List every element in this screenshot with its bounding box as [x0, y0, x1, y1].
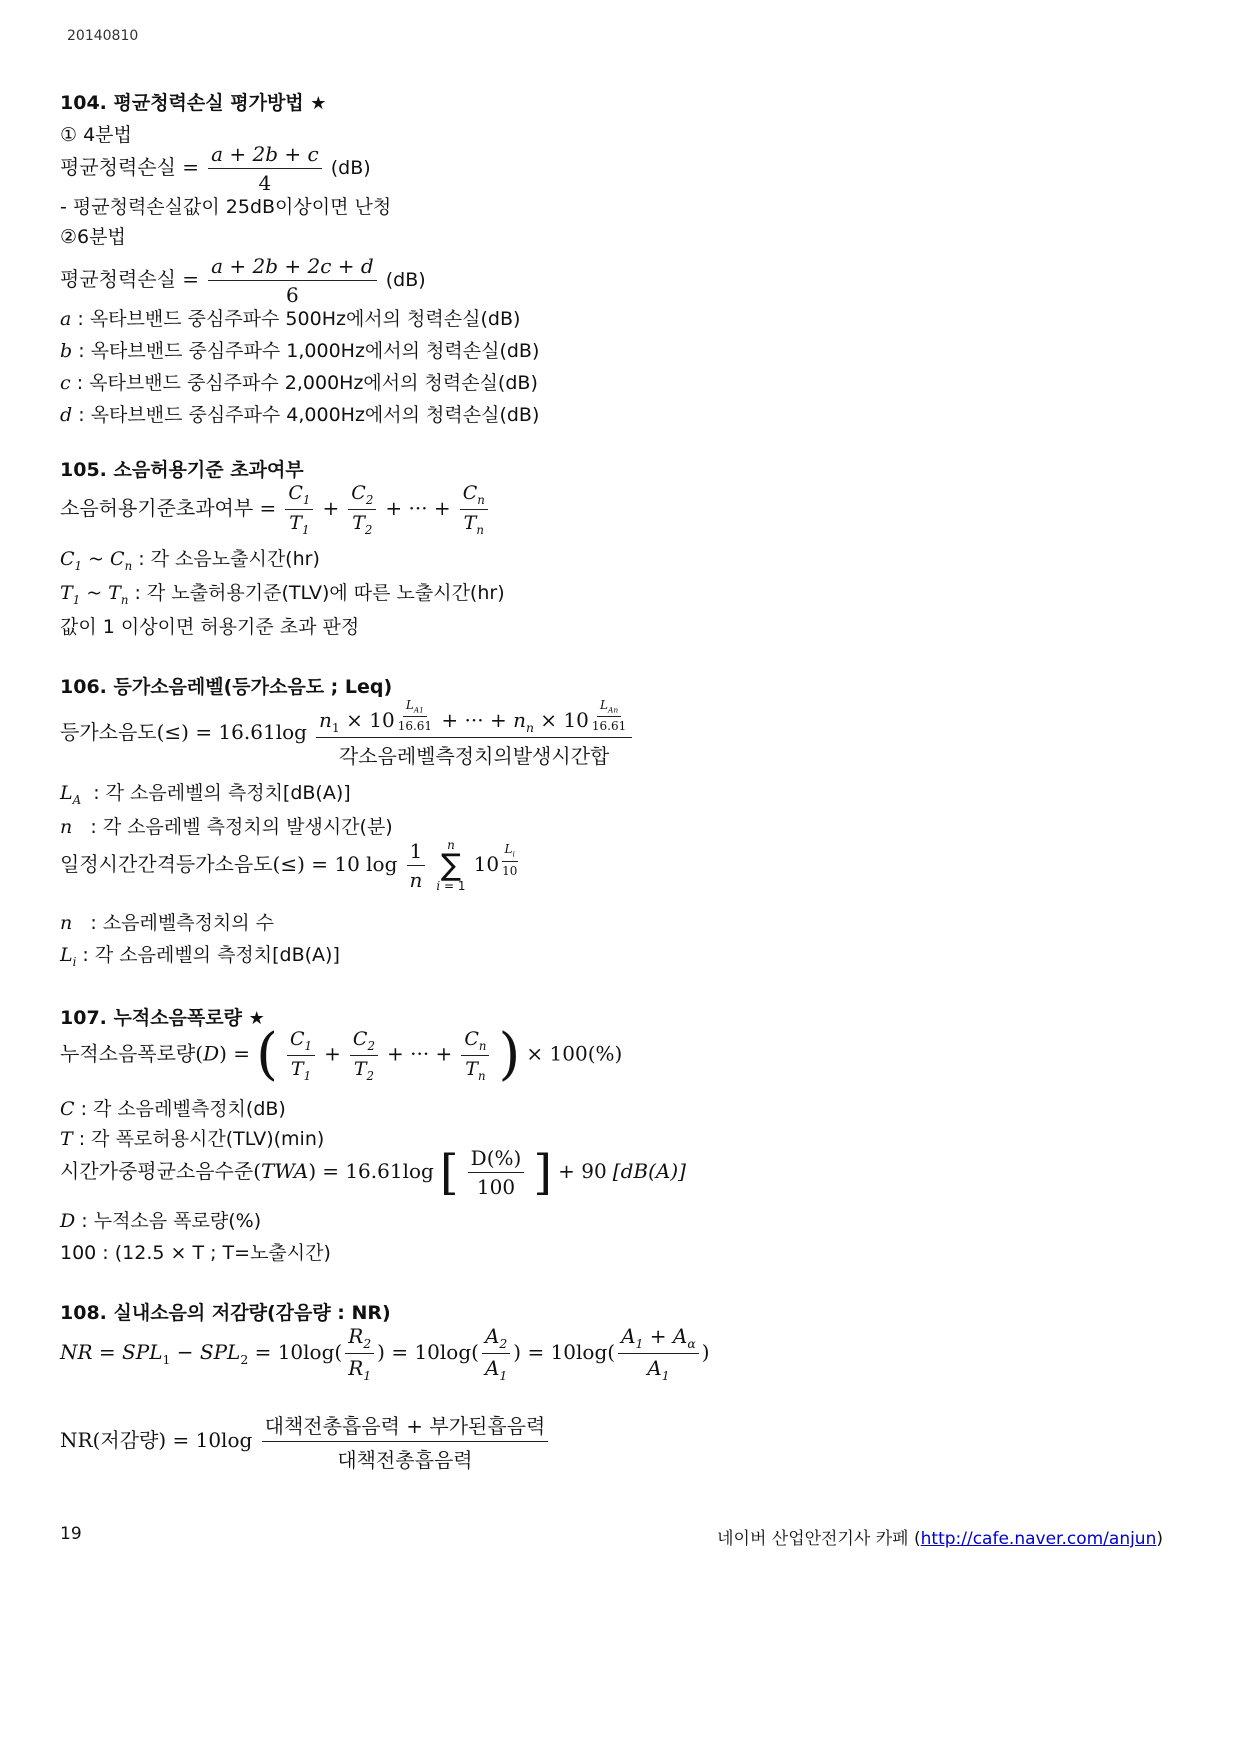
definition-row: C : 각 소음레벨측정치(dB)	[60, 1098, 286, 1120]
fraction: $\frac{C_n}{T_n}$	[460, 482, 488, 537]
fraction: $\frac{C_2}{T_2}$	[350, 1028, 378, 1083]
unit: (dB)	[330, 157, 371, 179]
unit: (dB)	[385, 269, 426, 291]
definition-100: 100 : (12.5 × T ; T=노출시간)	[60, 1242, 331, 1264]
footer-link[interactable]: http://cafe.naver.com/anjun	[920, 1529, 1157, 1549]
definition-text: 옥타브밴드 중심주파수 500Hz에서의 청력손실(dB)	[89, 308, 521, 330]
definition-row: c : 옥타브밴드 중심주파수 2,000Hz에서의 청력손실(dB)	[60, 372, 538, 394]
denominator: 각소음레벨측정치의발생시간합	[338, 743, 610, 768]
fraction	[468, 1146, 525, 1199]
page-number: 19	[60, 1524, 82, 1544]
definition-row: n : 소음레벨측정치의 수	[60, 912, 275, 934]
formula-lhs: 등가소음도(≤) = 16.61log	[60, 719, 307, 744]
definition-text: 각 폭로허용시간(TLV)(min)	[91, 1128, 325, 1150]
fraction: $\frac{C_1}{T_1}$	[287, 1028, 315, 1083]
definition-row: $C_1$ ~ $C_n$ : 각 소음노출시간(hr)	[60, 548, 320, 573]
footer-source: 네이버 산업안전기사 카페 (http://cafe.naver.com/anjun)	[717, 1529, 1163, 1549]
document-date: 20140810	[67, 28, 139, 44]
formula-lhs: 소음허용기준초과여부 =	[60, 495, 277, 520]
definition-text: 각 소음노출시간(hr)	[150, 548, 320, 570]
star-icon: ★	[310, 93, 327, 114]
definition-text: 각 노출허용기준(TLV)에 따른 노출시간(hr)	[146, 582, 505, 604]
definition-text: 각 소음레벨의 측정치[dB(A)]	[105, 782, 351, 804]
method-4-label: ① 4분법	[60, 124, 132, 146]
formula-lhs: 누적소음폭로량	[60, 1041, 196, 1066]
fraction: $\frac{C_1}{T_1}$	[285, 482, 313, 537]
definition-row: a : 옥타브밴드 중심주파수 500Hz에서의 청력손실(dB)	[60, 308, 521, 330]
fraction: $n_1 \times 10$ $^{\frac{L_{A1}}{16.61}}$ + ··· + $n_n \times 10$ $^{\frac{L_{An}}{16.61}}$ 각소음레벨측정치의발생시간합	[316, 698, 632, 769]
fraction: $\frac{1}{n}$	[406, 839, 425, 892]
formula-twa: 시간가중평균소음수준(TWA) = 16.61log [ $\frac{D(\%)}{100}$ ] + 90 [dB(A)]	[60, 1144, 686, 1201]
denominator: 100	[476, 1175, 516, 1199]
formula-exceedance: 소음허용기준초과여부 = $\frac{C_1}{T_1}$ + $\frac{C_2}{T_2}$ + ··· + $\frac{C_n}{T_n}$	[60, 482, 491, 537]
exceedance-note: 값이 1 이상이면 허용기준 초과 판정	[60, 616, 360, 638]
formula-nr: NR = $SPL_1 - SPL_2 = 10\log$( $\frac{R_2}{R_1}$ ) = 10log( $\frac{A_2}{A_1}$ ) = 10log( $\frac{A_1 + A_\alpha}{A_1}$ )	[60, 1324, 710, 1383]
fraction: $\frac{A_2}{A_1}$	[482, 1324, 510, 1383]
hearing-loss-note: - 평균청력손실값이 25dB이상이면 난청	[60, 196, 392, 218]
definition-text: 누적소음 폭로량(%)	[93, 1210, 262, 1232]
numerator: a + 2b + 2c + d	[208, 254, 377, 281]
definition-row: $T_1$ ~ $T_n$ : 각 노출허용기준(TLV)에 따른 노출시간(hr)	[60, 582, 505, 607]
definition-text: 각 소음레벨 측정치의 발생시간(분)	[102, 816, 393, 838]
numerator: 대책전총흡음력 + 부가된흡음력	[262, 1410, 549, 1442]
definition-row: n : 각 소음레벨 측정치의 발생시간(분)	[60, 816, 393, 838]
method-6-label: ②6분법	[60, 226, 126, 248]
fraction	[208, 142, 322, 195]
denominator: 6	[286, 283, 299, 307]
definition-text: 옥타브밴드 중심주파수 1,000Hz에서의 청력손실(dB)	[90, 340, 540, 362]
formula-6-method	[60, 254, 426, 307]
definition-text: 각 소음레벨측정치(dB)	[93, 1098, 286, 1120]
definition-row: b : 옥타브밴드 중심주파수 1,000Hz에서의 청력손실(dB)	[60, 340, 540, 362]
definition-text: 각 소음레벨의 측정치[dB(A)]	[94, 944, 340, 966]
fraction: $\frac{C_n}{T_n}$	[461, 1028, 489, 1083]
section-104-heading	[60, 88, 326, 115]
formula-eq: = 16.61log	[322, 1159, 434, 1183]
definition-text: 옥타브밴드 중심주파수 4,000Hz에서의 청력손실(dB)	[90, 404, 540, 426]
sigma-icon: n ∑ i = 1	[436, 838, 466, 893]
formula-4-method	[60, 142, 371, 195]
formula-nr-reduction	[60, 1410, 551, 1473]
definition-text: 소음레벨측정치의 수	[102, 912, 275, 934]
definition-text: 옥타브밴드 중심주파수 2,000Hz에서의 청력손실(dB)	[89, 372, 538, 394]
fraction	[262, 1410, 549, 1473]
unit: [dB(A)]	[612, 1159, 686, 1183]
definition-row: $L_i$ : 각 소음레벨의 측정치[dB(A)]	[60, 944, 340, 969]
section-106-heading: 106. 등가소음레벨(등가소음도 ; Leq)	[60, 676, 393, 698]
denominator: 4	[258, 171, 272, 195]
section-107-title: 107. 누적소음폭로량	[60, 1007, 242, 1029]
formula-leq	[60, 698, 635, 769]
numerator: a + 2b + c	[208, 142, 322, 169]
formula-lhs: NR(저감량) = 10log	[60, 1428, 253, 1452]
definition-row: D : 누적소음 폭로량(%)	[60, 1210, 262, 1232]
formula-lhs: 일정시간간격등가소음도(≤) = 10 log	[60, 852, 398, 876]
symbol: b	[60, 340, 73, 362]
formula-interval-leq: 일정시간간격등가소음도(≤) = 10 log $\frac{1}{n}$ n ∑ i = 1 10 $^{\frac{L_i}{10}}$	[60, 838, 518, 893]
formula-lhs: 시간가중평균소음수준	[60, 1159, 254, 1183]
formula-dose: 누적소음폭로량(D) = ( $\frac{C_1}{T_1}$ + $\frac{C_2}{T_2}$ + ··· + $\frac{C_n}{T_n}$ ) × 100(%)	[60, 1022, 623, 1087]
section-105-heading: 105. 소음허용기준 초과여부	[60, 459, 304, 481]
denominator: 대책전총흡음력	[337, 1448, 473, 1472]
formula-lhs: 평균청력손실 =	[60, 267, 200, 291]
fraction: $\frac{C_2}{T_2}$	[348, 482, 376, 537]
section-108-heading: 108. 실내소음의 저감량(감음량 : NR)	[60, 1302, 391, 1324]
formula-tail: + 90	[558, 1159, 607, 1183]
definition-row: T : 각 폭로허용시간(TLV)(min)	[60, 1128, 325, 1150]
section-107-heading	[60, 1003, 265, 1030]
star-icon: ★	[248, 1008, 265, 1029]
definition-row: d : 옥타브밴드 중심주파수 4,000Hz에서의 청력손실(dB)	[60, 404, 540, 426]
formula-lhs: 평균청력손실 =	[60, 155, 200, 179]
formula-tail: × 100(%)	[526, 1041, 623, 1066]
footer-site-name: 네이버 산업안전기사 카페	[717, 1529, 909, 1549]
symbol: c	[60, 372, 71, 394]
numerator: D(%)	[468, 1146, 525, 1173]
fraction: $\frac{A_1 + A_\alpha}{A_1}$	[618, 1324, 699, 1383]
definition-row: $L_A$ : 각 소음레벨의 측정치[dB(A)]	[60, 782, 351, 807]
section-104-title: 104. 평균청력손실 평가방법	[60, 92, 304, 114]
symbol: d	[60, 404, 73, 426]
fraction: $\frac{R_2}{R_1}$	[345, 1324, 374, 1383]
symbol: a	[60, 308, 72, 330]
fraction	[208, 254, 377, 307]
